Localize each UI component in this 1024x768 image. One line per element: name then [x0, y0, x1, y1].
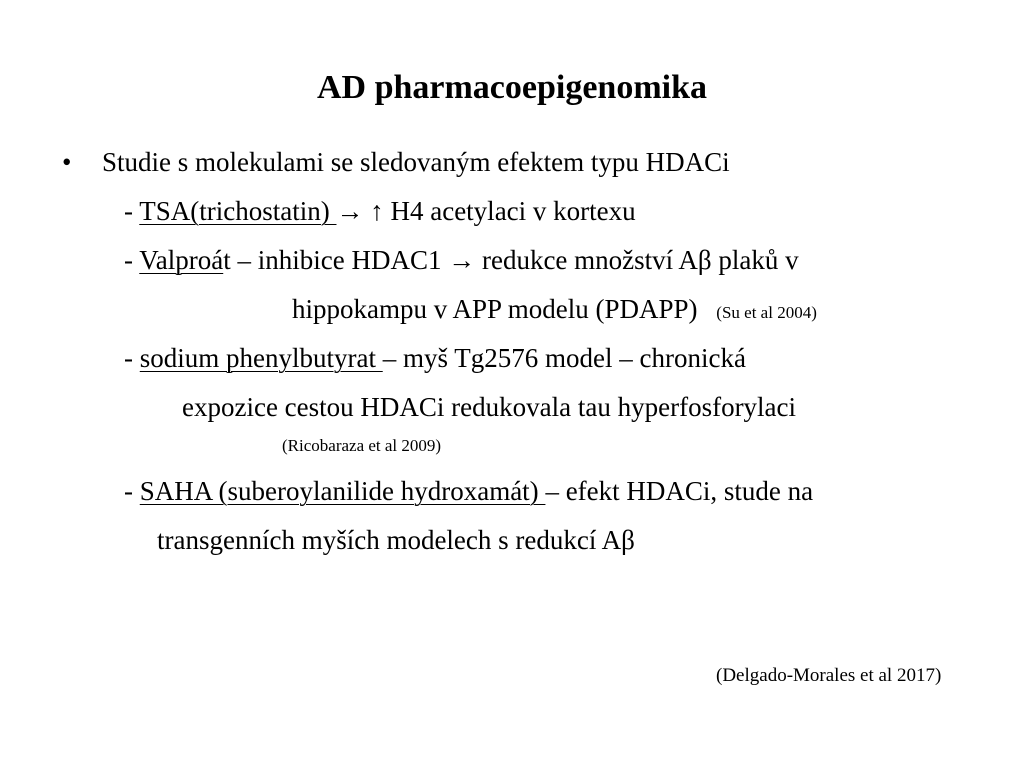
- item-tsa: [124, 194, 636, 228]
- item-saha-continuation: transgenních myších modelech s redukcí Aβ: [157, 525, 635, 555]
- item-dash: -: [124, 343, 133, 373]
- inline-citation: (Su et al 2004): [716, 303, 817, 322]
- item-valproat-continuation: [292, 292, 817, 330]
- item-drug-name: SAHA (suberoylanilide hydroxamát): [139, 476, 546, 506]
- bullet-line: [62, 145, 71, 179]
- item-description: → ↑ H4 acetylaci v kortexu: [336, 196, 636, 226]
- bullet-text: Studie s molekulami se sledovaným efektem typu HDACi: [102, 147, 730, 177]
- item-valproat: [124, 243, 799, 277]
- item-saha: [124, 474, 813, 508]
- item-drug-name: sodium phenylbutyrat: [139, 343, 383, 373]
- item-drug-name: TSA(trichostatin): [139, 196, 337, 226]
- item-description: – efekt HDACi, stude na: [545, 476, 814, 506]
- item-phenylbutyrat: [124, 341, 746, 375]
- item-dash: -: [124, 476, 133, 506]
- bullet-marker: •: [62, 147, 72, 177]
- item-continuation-text: hippokampu v APP modelu (PDAPP): [292, 294, 698, 324]
- slide-title: AD pharmacoepigenomika: [316, 69, 708, 106]
- footer-citation: (Delgado-Morales et al 2017): [716, 665, 942, 686]
- item-dash: -: [124, 245, 133, 275]
- item-drug-name: Valproá: [139, 245, 224, 275]
- item-phenylbutyrat-continuation: expozice cestou HDACi redukovala tau hyperfosforylaci: [182, 392, 797, 422]
- citation-ricobaraza: (Ricobaraza et al 2009): [282, 436, 442, 455]
- item-description: – myš Tg2576 model – chronická: [382, 343, 746, 373]
- item-dash: -: [124, 196, 133, 226]
- item-description: t – inhibice HDAC1 → redukce množství Aβ plaků v: [223, 245, 799, 275]
